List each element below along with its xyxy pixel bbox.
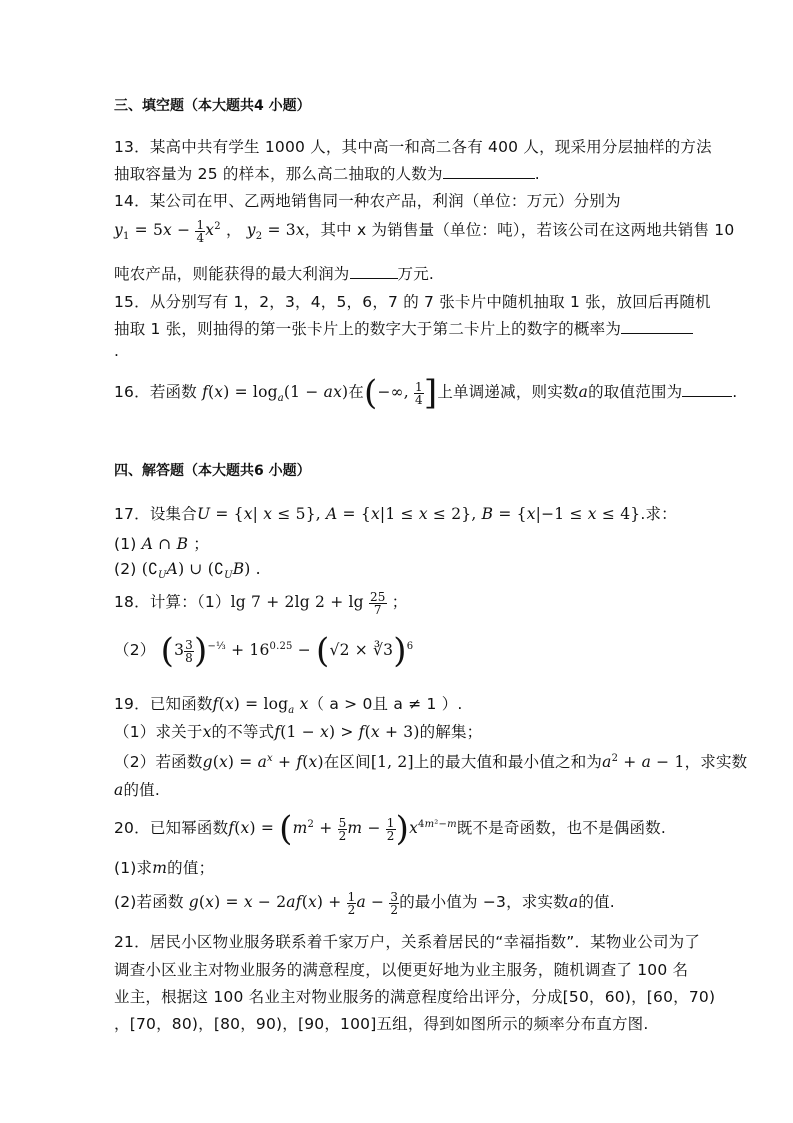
q16-tail: 上单调递减，则实数 (437, 383, 579, 401)
q14-line2-text: ，其中 x 为销售量（单位：吨），若该公司在这两地共销售 10 (304, 221, 735, 239)
q19-p2-e: 的值. (123, 781, 160, 799)
q20-tail: 既不是奇函数，也不是偶函数. (456, 819, 666, 837)
q13-line1: 13．某高中共有学生 1000 人，其中高一和高二各有 400 人，现采用分层抽样的方法 (114, 138, 712, 156)
q14-line2 (114, 218, 734, 244)
q16-interval: (−∞, $\frac{1}{4}$ ] (363, 373, 438, 413)
q20-part1: (1)求m的值； (114, 859, 215, 877)
q13-line2: 抽取容量为 25 的样本，那么高二抽取的人数为 . (114, 165, 540, 183)
q19-p2-b: 在区间 (323, 753, 371, 771)
q17-line1 (114, 502, 677, 524)
q18-line1: 18．计算：（1）lg 7 + 2lg 2 + lg $\frac{25}{7}$ ； (114, 589, 408, 617)
q19-p1-b: 的不等式 (211, 723, 275, 741)
q15-line1: 15．从分别写有 1，2，3，4，5，6，7 的 7 张卡片中随机抽取 1 张，放回后再随机 (114, 293, 711, 311)
q19-tail: （ a > 0且 a ≠ 1 ）. (308, 695, 463, 713)
section-3-title: 三、填空题（本大题共4 小题） (114, 98, 311, 114)
q19-p2-c: 上的最大值和最小值之和为 (413, 753, 603, 771)
q21-line1: 21．居民小区物业服务联系着千家万户，关系着居民的“幸福指数”．某物业公司为了 (114, 933, 701, 951)
q19-p1-a: （1）求关于 (114, 723, 203, 741)
q16-function: $f(x) = \log_a(1 - ax)$ (202, 383, 349, 405)
q15-line3: . (114, 342, 120, 360)
q19-prefix: 19．已知函数 (114, 695, 213, 713)
q20-p2-b: 的最小值为 −3，求实数 (399, 893, 569, 911)
q21-line2: 调查小区业主对物业服务的满意程度，以便更好地为业主服务，随机调查了 100 名 (114, 961, 689, 979)
q13-answer-blank (443, 164, 535, 179)
q14-answer-blank (350, 264, 398, 279)
section-4-title: 四、解答题（本大题共6 小题） (114, 463, 311, 479)
q17-sets: U = {x| x ≤ 5}, A = {x|1 ≤ x ≤ 2}, B = {x|−1 ≤ x ≤ 4} (196, 505, 641, 523)
q14-line3-tail: 万元. (397, 265, 435, 283)
q14-line1: 14．某公司在甲、乙两地销售同一种农产品，利润（单位：万元）分别为 (114, 192, 621, 210)
q16-answer-blank (682, 382, 732, 397)
q17-p1-label: (1) (114, 535, 137, 553)
q20-p2-a: (2)若函数 (114, 893, 184, 911)
q16-line: 16．若函数 $f(x) = \log_a(1 - ax)$在(−∞, $\frac{1}{4}$ ]上单调递减，则实数a的取值范围为 . (114, 373, 738, 413)
q17-part1: (1) A ∩ B ； (114, 535, 209, 553)
q20-p1-a: (1)求 (114, 859, 153, 877)
q17-prefix: 17．设集合 (114, 505, 197, 523)
q15-line2-text: 抽取 1 张，则抽得的第一张卡片上的数字大于第二卡片上的数字的概率为 (114, 320, 622, 338)
q20-part2: (2)若函数 g(x) = x − 2af(x) + $\frac{1}{2}$ a − $\frac{3}{2}$ 的最小值为 −3，求实数a的值. (114, 889, 615, 917)
q20-prefix: 20．已知幂函数 (114, 819, 229, 837)
q19-p2-d: ，求实数 (684, 753, 748, 771)
q19-p1-c: 的解集； (419, 723, 483, 741)
q18-part2: （2） (3 $\frac{3}{8}$ )$^{-\frac{1}{3}} + 16^{0.25} - (√2$ × ∛3)$^6$ (114, 631, 414, 671)
q17-part2: (2) $(∁_UA)$ ∪ $(∁_UB)$ . (114, 560, 261, 582)
q20-p1-b: 的值； (167, 859, 215, 877)
q16-mid: 在 (348, 383, 364, 401)
q19-p2-a: （2）若函数 (114, 753, 203, 771)
q20-p2-c: 的值. (578, 893, 615, 911)
q17-tail: .求： (640, 505, 677, 523)
q16-tail2: 的取值范围为 (588, 383, 683, 401)
q21-line4: ，[70，80)，[80，90)，[90，100]五组，得到如图所示的频率分布直方图. (114, 1015, 649, 1033)
q19-part2-line2: a的值. (114, 781, 160, 799)
q19-line1: 19．已知函数$f(x) = \log_a x$（ a > 0且 a ≠ 1 ）. (114, 695, 463, 717)
q21-line3: 业主，根据这 100 名业主对物业服务的满意程度给出评分，分成[50，60)，[60，70) (114, 988, 716, 1006)
q14-formula: $y_1 = 5x$ − $\frac{1}{4}$ $x^2$ ， $y_2 = 3x$ (114, 217, 305, 245)
q13-line2-text: 抽取容量为 25 的样本，那么高二抽取的人数为 (114, 165, 443, 183)
q18-prefix: 18．计算：（1） (114, 593, 231, 611)
q17-p2-label: (2) (114, 560, 137, 578)
q18-p2-label: （2） (114, 641, 156, 659)
q14-line3 (114, 262, 434, 284)
q19-part2-line1: （2）若函数$g(x) = a^x + f(x)$在区间[1, 2]上的最大值和最小值之和为$a^2 + a - 1$，求实数 (114, 752, 748, 771)
q19-part1: （1）求关于x的不等式f(1 − x) > f(x + 3)的解集； (114, 723, 483, 741)
q16-prefix: 16．若函数 (114, 383, 197, 401)
q15-line2 (114, 317, 693, 339)
q15-answer-blank (621, 319, 693, 334)
q20-line1: 20．已知幂函数$f(x) = (m^2$ + $\frac{5}{2}$ m − $\frac{1}{2}$ )$x^{4m^2-m}$既不是奇函数，也不是偶函数. (114, 809, 666, 849)
q14-line3-text: 吨农产品，则能获得的最大利润为 (114, 265, 350, 283)
